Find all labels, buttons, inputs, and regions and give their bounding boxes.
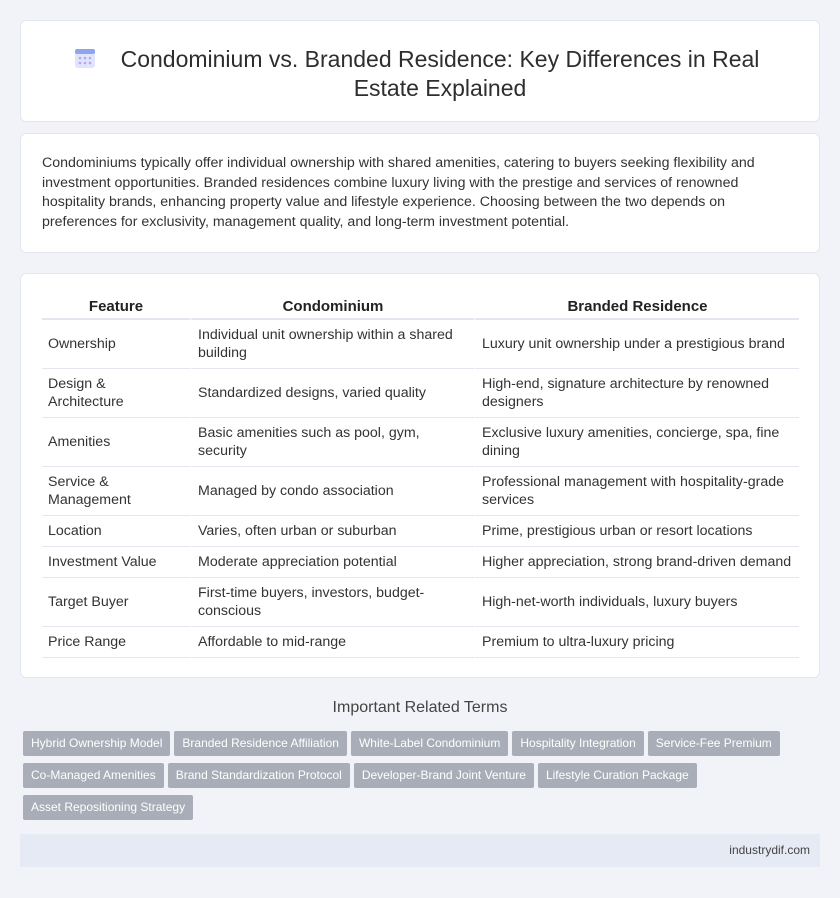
related-term-tag[interactable]: Service-Fee Premium <box>648 731 780 756</box>
column-header: Feature <box>42 296 190 320</box>
related-terms-heading: Important Related Terms <box>332 699 508 716</box>
column-header: Condominium <box>190 296 474 320</box>
related-term-tag[interactable]: Brand Standardization Protocol <box>168 763 350 788</box>
intro-paragraph: Condominiums typically offer individual ownership with shared amenities, catering to buyers seeking flexibility and investment opportunities. Branded residences combine luxury living with the prestige and services of renowned hospitality brands, enhancing property value and lifestyle experience. Choosing between the two depends on preferences for exclusivity, management quality, and long-term investment potential. <box>42 155 755 230</box>
table-cell: Service & Management <box>42 467 190 516</box>
table-cell: Price Range <box>42 627 190 658</box>
related-term-tag[interactable]: Branded Residence Affiliation <box>174 731 347 756</box>
related-term-tag[interactable]: Hospitality Integration <box>512 731 643 756</box>
title-card <box>20 20 820 122</box>
table-cell: Design & Architecture <box>42 369 190 418</box>
table-cell: Managed by condo association <box>190 467 474 516</box>
table-row <box>42 547 799 578</box>
footer <box>20 834 820 867</box>
table-cell: Individual unit ownership within a shared building <box>190 320 474 369</box>
table-cell: Luxury unit ownership under a prestigious brand <box>474 320 799 369</box>
table-row <box>42 369 799 418</box>
column-header: Branded Residence <box>474 296 799 320</box>
comparison-card <box>20 273 820 678</box>
table-cell: Varies, often urban or suburban <box>190 516 474 547</box>
table-row <box>42 320 799 369</box>
related-terms-list <box>23 731 813 827</box>
table-cell: Professional management with hospitality-grade services <box>474 467 799 516</box>
table-cell: First-time buyers, investors, budget-conscious <box>190 578 474 627</box>
table-row <box>42 418 799 467</box>
related-term-tag[interactable]: Hybrid Ownership Model <box>23 731 170 756</box>
table-row <box>42 627 799 658</box>
related-term-tag[interactable]: Lifestyle Curation Package <box>538 763 697 788</box>
table-row <box>42 516 799 547</box>
table-cell: Higher appreciation, strong brand-driven demand <box>474 547 799 578</box>
table-cell: Moderate appreciation potential <box>190 547 474 578</box>
footer-site-link[interactable]: industrydif.com <box>729 843 810 857</box>
intro-card <box>20 133 820 253</box>
related-term-tag[interactable]: Co-Managed Amenities <box>23 763 164 788</box>
table-cell: Target Buyer <box>42 578 190 627</box>
table-row <box>42 467 799 516</box>
table-cell: Affordable to mid-range <box>190 627 474 658</box>
comparison-table <box>42 296 799 658</box>
table-cell: Prime, prestigious urban or resort locations <box>474 516 799 547</box>
table-row <box>42 578 799 627</box>
table-cell: Location <box>42 516 190 547</box>
table-cell: Investment Value <box>42 547 190 578</box>
related-term-tag[interactable]: Asset Repositioning Strategy <box>23 795 193 820</box>
table-cell: High-end, signature architecture by renowned designers <box>474 369 799 418</box>
table-cell: Ownership <box>42 320 190 369</box>
table-cell: Amenities <box>42 418 190 467</box>
table-cell: Exclusive luxury amenities, concierge, spa, fine dining <box>474 418 799 467</box>
table-header-row <box>42 296 799 320</box>
related-term-tag[interactable]: Developer-Brand Joint Venture <box>354 763 534 788</box>
page-title: Condominium vs. Branded Residence: Key Differences in Real Estate Explained <box>120 46 760 101</box>
table-cell: Premium to ultra-luxury pricing <box>474 627 799 658</box>
table-cell: Standardized designs, varied quality <box>190 369 474 418</box>
table-cell: Basic amenities such as pool, gym, security <box>190 418 474 467</box>
table-cell: High-net-worth individuals, luxury buyers <box>474 578 799 627</box>
related-term-tag[interactable]: White-Label Condominium <box>351 731 508 756</box>
